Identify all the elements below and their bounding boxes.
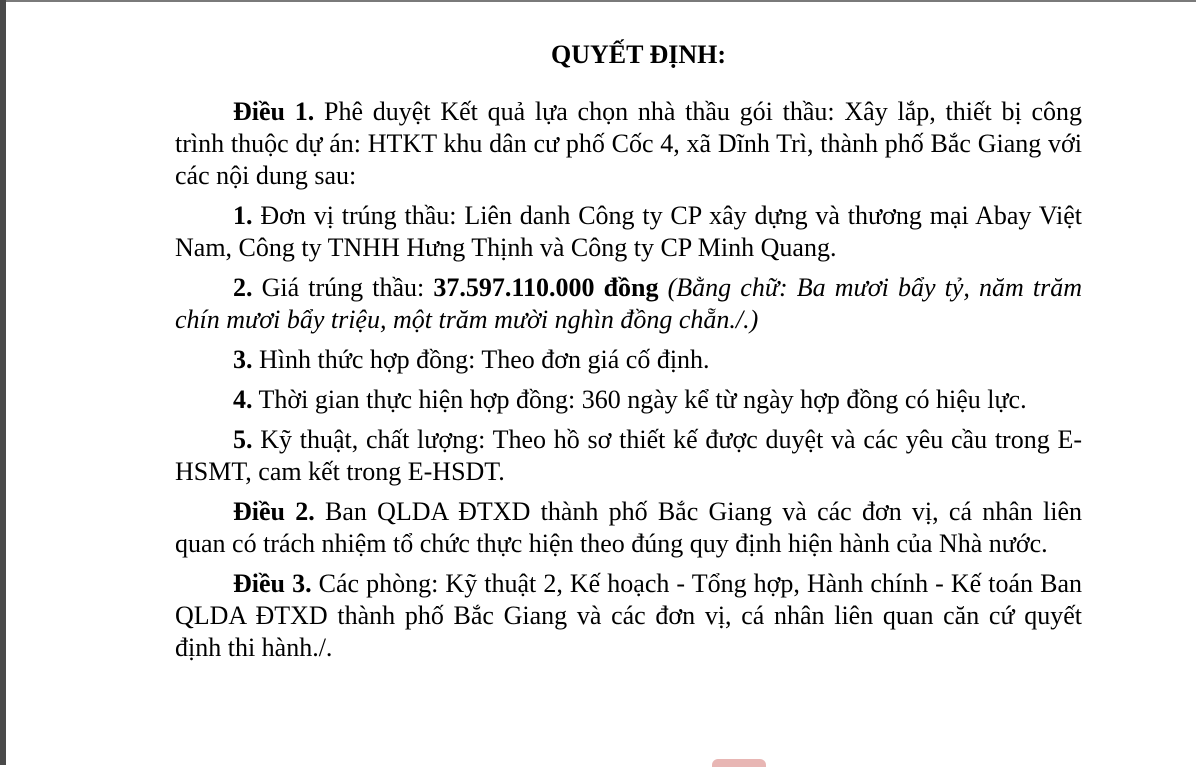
item-3-number: 3. [233, 345, 253, 374]
article-1-label: Điều 1. [233, 97, 315, 126]
item-1 [175, 200, 1082, 264]
item-4-text: Thời gian thực hiện hợp đồng: 360 ngày kể từ ngày hợp đồng có hiệu lực. [252, 385, 1027, 414]
item-2 [175, 272, 1082, 336]
item-2-number: 2. [233, 273, 253, 302]
item-1-number: 1. [233, 201, 253, 230]
article-1-text: Phê duyệt Kết quả lựa chọn nhà thầu gói thầu: Xây lắp, thiết bị công trình thuộc dự án: HTKT khu dân cư phố Cốc 4, xã Dĩnh Trì, thành phố Bắc Giang với các nội dung sau: [175, 97, 1082, 190]
document-page [175, 32, 1082, 664]
article-3-label: Điều 3. [233, 569, 312, 598]
item-5-text: Kỹ thuật, chất lượng: Theo hồ sơ thiết kế được duyệt và các yêu cầu trong E-HSMT, cam kết trong E-HSDT. [175, 425, 1082, 486]
article-2-label: Điều 2. [233, 497, 315, 526]
item-2-text: Giá trúng thầu: [252, 273, 434, 302]
item-3-text: Hình thức hợp đồng: Theo đơn giá cố định. [252, 345, 710, 374]
window-left-border [0, 0, 6, 765]
article-2-text: Ban QLDA ĐTXD thành phố Bắc Giang và các đơn vị, cá nhân liên quan có trách nhiệm tổ chức thực hiện theo đúng quy định hiện hành của Nhà nước. [175, 497, 1082, 558]
article-3-text: Các phòng: Kỹ thuật 2, Kế hoạch - Tổng hợp, Hành chính - Kế toán Ban QLDA ĐTXD thành phố Bắc Giang và các đơn vị, cá nhân liên quan căn cứ quyết định thi hành./. [175, 569, 1083, 662]
item-5-number: 5. [233, 425, 253, 454]
red-stamp-edge [712, 759, 766, 767]
item-5 [175, 424, 1082, 488]
winning-bid-amount: 37.597.110.000 đồng [433, 273, 659, 302]
item-4 [175, 384, 1082, 416]
item-1-text: Đơn vị trúng thầu: Liên danh Công ty CP xây dựng và thương mại Abay Việt Nam, Công ty TNHH Hưng Thịnh và Công ty CP Minh Quang. [175, 201, 1082, 262]
article-2 [175, 496, 1082, 560]
article-3 [175, 568, 1082, 664]
article-1 [175, 96, 1082, 192]
window-top-border [6, 0, 1196, 2]
item-4-number: 4. [233, 385, 253, 414]
page-title: QUYẾT ĐỊNH: [550, 40, 727, 69]
amount-in-words: (Bằng chữ: Ba mươi bẩy tỷ, năm trăm chín mươi bẩy triệu, một trăm mười nghìn đồng chẵn./.) [175, 273, 1082, 334]
item-3 [175, 344, 1082, 376]
